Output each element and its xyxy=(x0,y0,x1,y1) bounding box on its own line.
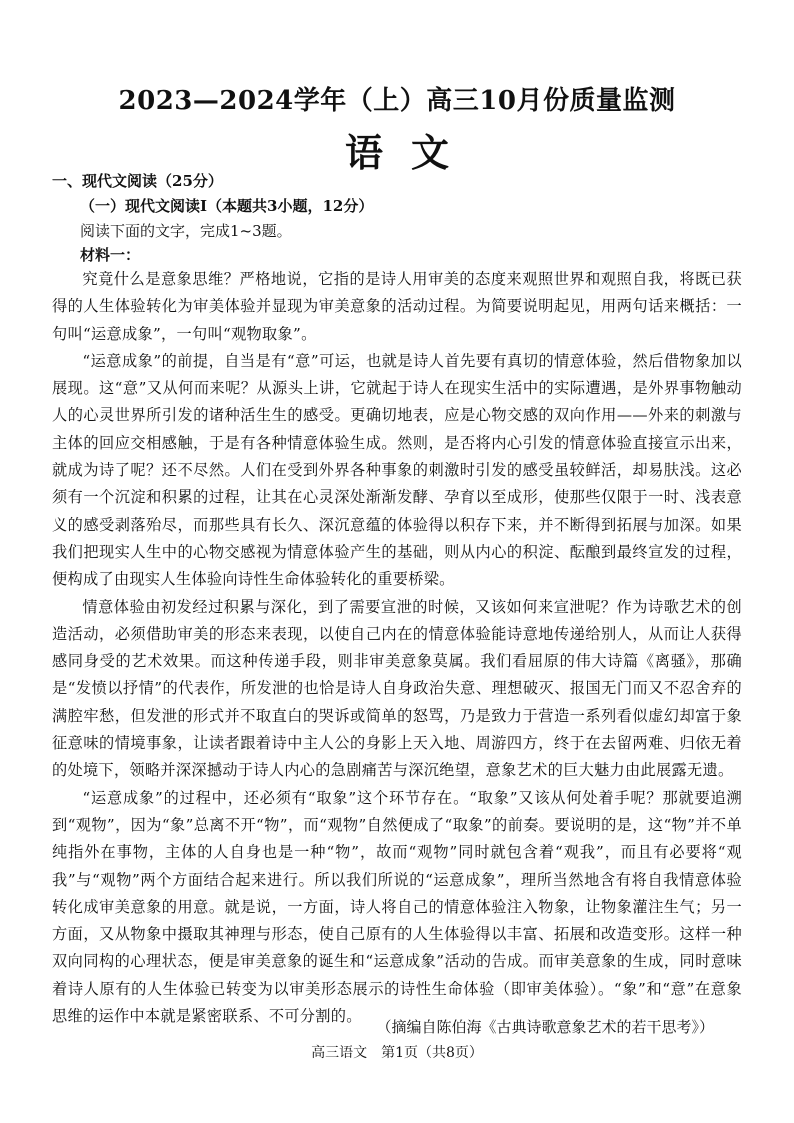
material-label: 材料一： xyxy=(80,246,141,264)
page-footer: 高三语文 第1页（共8页） xyxy=(311,1045,483,1061)
passage-paragraph: “运意成象”的前提，自当是有“意”可运，也就是诗人首先要有真切的情意体验，然后借物象加以展现。这“意”又从何而来呢？从源头上讲，它就起于诗人在现实生活中的实际遭遇，是外界事物触动人的心灵世界所引发的诸种活生生的感受。更确切地表，应是心物交感的双向作用——外来的刺激与主体的回应交相感触，于是有各种情意体验生成。然则，是否将内心引发的情意体验直接宣示出来，就成为诗了呢？还不尽然。人们在受到外界各种事象的刺激时引发的感受虽较鲜活，却易肤浅。这必须有一个沉淀和积累的过程，让其在心灵深处渐渐发酵、孕育以至成形，使那些仅限于一时、浅表意义的感受剥落殆尽，而那些具有长久、深沉意蕴的体验得以积存下来，并不断得到拓展与加深。如果我们把现实人生中的心物交感视为情意体验产生的基础，则从内心的积淀、酝酿到最终宣发的过程，便构成了由现实人生体验向诗性生命体验转化的重要桥梁。 xyxy=(52,351,742,589)
exam-title: 2023—2024学年（上）高三10月份质量监测 xyxy=(118,86,676,116)
section-heading: 一、现代文阅读（25分） xyxy=(52,172,223,190)
subject-title: 语文 xyxy=(344,130,477,175)
passage-paragraph: 究竟什么是意象思维？严格地说，它指的是诗人用审美的态度来观照世界和观照自我，将既已获得的人生体验转化为审美体验并显现为审美意象的活动过程。为简要说明起见，用两句话来概括：一句叫“运意成象”，一句叫“观物取象”。 xyxy=(52,270,742,343)
passage-source: （摘编自陈伯海《古典诗歌意象艺术的若干思考》） xyxy=(376,1018,714,1036)
passage-body xyxy=(52,266,742,1030)
passage-paragraph: 情意体验由初发经过积累与深化，到了需要宣泄的时候，又该如何来宣泄呢？作为诗歌艺术的创造活动，必须借助审美的形态来表现，以使自己内在的情意体验能诗意地传递给别人，从而让人获得感同身受的艺术效果。而这种传递手段，则非审美意象莫属。我们看屈原的伟大诗篇《离骚》，那确是“发愤以抒情”的代表作，所发泄的也恰是诗人自身政治失意、理想破灭、报国无门而又不忍舍弃的满腔牢愁，但发泄的形式并不取直白的哭诉或简单的怒骂，乃是致力于营造一系列看似虚幻却富于象征意味的情境事象，让读者跟着诗中主人公的身影上天入地、周游四方，终于在去留两难、归依无着的处境下，领略并深深撼动于诗人内心的急剧痛苦与深沉绝望，意象艺术的巨大魅力由此展露无遗。 xyxy=(52,597,742,780)
passage-paragraph: “运意成象”的过程中，还必须有“取象”这个环节存在。“取象”又该从何处着手呢？那就要追溯到“观物”，因为“象”总离不开“物”，而“观物”自然便成了“取象”的前奏。要说明的是，这“物”并不单纯指外在事物，主体的人自身也是一种“物”，故而“观物”同时就包含着“观我”，而且有必要将“观我”与“观物”两个方面结合起来进行。所以我们所说的“运意成象”，理所当然地含有将自我情意体验转化成审美意象的用意。就是说，一方面，诗人将自己的情意体验注入物象，让物象灌注生气；另一方面，又从物象中摄取其神理与形态，使自己原有的人生体验得以丰富、拓展和改造变形。这样一种双向同构的心理状态，便是审美意象的诞生和“运意成象”活动的告成。而审美意象的生成，同时意味着诗人原有的人生体验已转变为以审美形态展示的诗性生命体验（即审美体验）。“象”和“意”在意象思维的运作中本就是紧密联系、不可分割的。 xyxy=(52,788,742,1026)
subsection-heading: （一）现代文阅读Ⅰ（本题共3小题，12分） xyxy=(80,197,374,215)
reading-instruction: 阅读下面的文字，完成1~3题。 xyxy=(80,222,292,240)
